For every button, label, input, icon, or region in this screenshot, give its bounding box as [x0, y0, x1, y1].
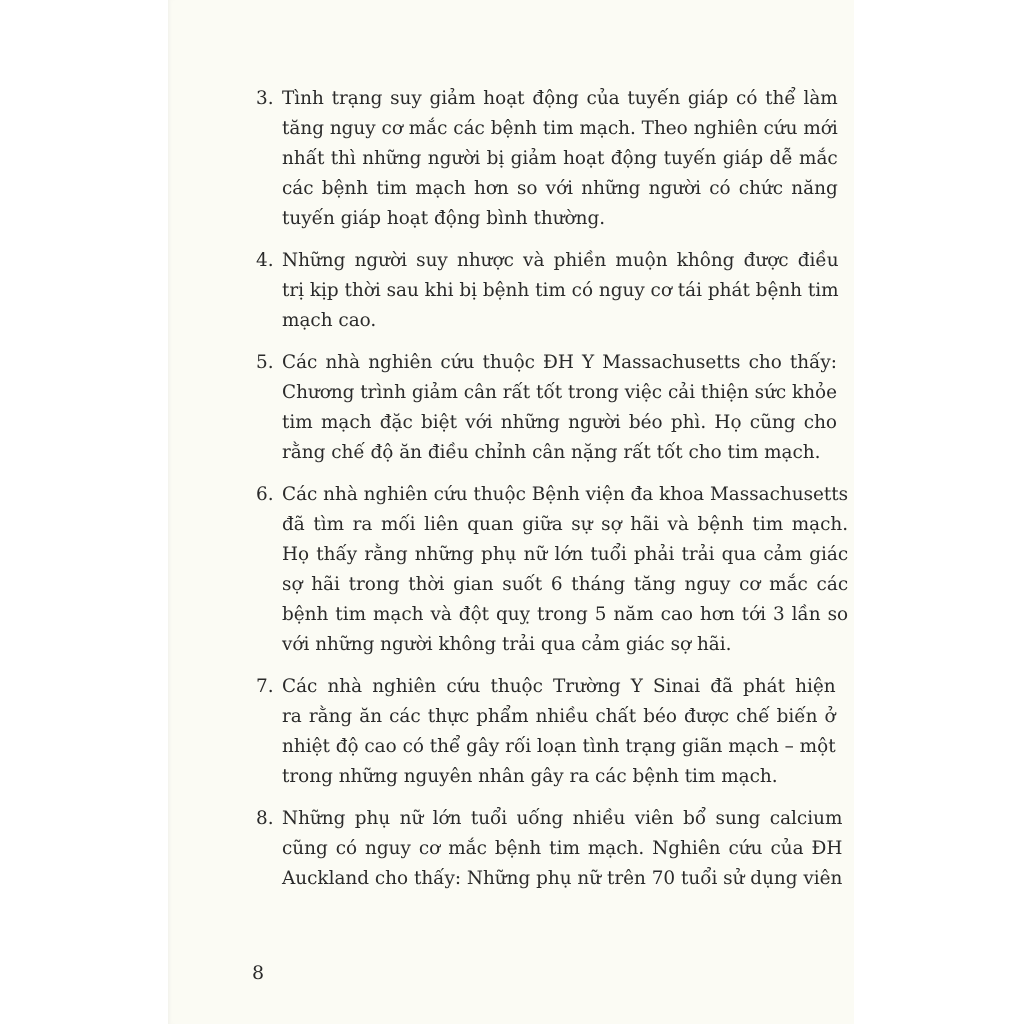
- list-item-text: [282, 246, 839, 336]
- list-item-number: 5.: [256, 352, 274, 373]
- text-line: đã tìm ra mối liên quan giữa sự sợ hãi và bệnh tim mạch.: [282, 514, 849, 535]
- text-line: tuyến giáp hoạt động bình thường.: [282, 208, 606, 229]
- text-line: tim mạch đặc biệt với những người béo phì. Họ cũng cho: [282, 412, 837, 433]
- text-line: trị kịp thời sau khi bị bệnh tim có nguy cơ tái phát bệnh tim: [282, 280, 839, 301]
- list-item: [256, 480, 849, 660]
- list-item-number: 7.: [256, 676, 274, 697]
- list-item-number: 6.: [256, 484, 274, 505]
- text-line: với những người không trải qua cảm giác sợ hãi.: [282, 634, 732, 655]
- text-line: ra rằng ăn các thực phẩm nhiều chất béo được chế biến ở: [282, 706, 836, 727]
- list-item: [256, 672, 836, 792]
- text-line: Các nhà nghiên cứu thuộc ĐH Y Massachusetts cho thấy:: [282, 352, 837, 373]
- text-line: Chương trình giảm cân rất tốt trong việc cải thiện sức khỏe: [282, 382, 837, 403]
- text-line: bệnh tim mạch và đột quỵ trong 5 năm cao hơn tới 3 lần so: [282, 604, 849, 625]
- list-item-text: [282, 804, 842, 894]
- text-line: mạch cao.: [282, 310, 377, 331]
- list-item-number: 3.: [256, 88, 274, 109]
- text-line: Tình trạng suy giảm hoạt động của tuyến giáp có thể làm: [282, 88, 838, 109]
- text-line: nhất thì những người bị giảm hoạt động tuyến giáp dễ mắc: [282, 148, 838, 169]
- list-item: [256, 348, 837, 468]
- list-item-text: [282, 480, 848, 660]
- list-item: [256, 804, 843, 894]
- text-line: trong những nguyên nhân gây ra các bệnh tim mạch.: [282, 766, 778, 787]
- numbered-list: [256, 84, 849, 906]
- list-item-number: 4.: [256, 250, 274, 271]
- text-line: Auckland cho thấy: Những phụ nữ trên 70 tuổi sử dụng viên: [282, 868, 843, 889]
- list-item-text: [282, 672, 836, 792]
- list-item: [256, 246, 839, 336]
- text-line: cũng có nguy cơ mắc bệnh tim mạch. Nghiên cứu của ĐH: [282, 838, 843, 859]
- text-line: tăng nguy cơ mắc các bệnh tim mạch. Theo nghiên cứu mới: [282, 118, 838, 139]
- text-line: Các nhà nghiên cứu thuộc Bệnh viện đa khoa Massachusetts: [282, 484, 849, 505]
- text-line: Họ thấy rằng những phụ nữ lớn tuổi phải trải qua cảm giác: [282, 544, 849, 565]
- text-line: các bệnh tim mạch hơn so với những người có chức năng: [282, 178, 838, 199]
- list-item: [256, 84, 838, 234]
- list-item-text: [282, 84, 838, 234]
- text-line: Các nhà nghiên cứu thuộc Trường Y Sinai đã phát hiện: [282, 676, 836, 697]
- text-line: rằng chế độ ăn điều chỉnh cân nặng rất tốt cho tim mạch.: [282, 442, 821, 463]
- text-line: Những người suy nhược và phiền muộn không được điều: [282, 250, 839, 271]
- list-item-number: 8.: [256, 808, 274, 829]
- page-number: 8: [252, 962, 265, 984]
- page-margin: [854, 0, 1024, 1024]
- text-line: Những phụ nữ lớn tuổi uống nhiều viên bổ sung calcium: [282, 808, 843, 829]
- text-line: sợ hãi trong thời gian suốt 6 tháng tăng nguy cơ mắc các: [282, 574, 849, 595]
- text-line: nhiệt độ cao có thể gây rối loạn tình trạng giãn mạch – một: [282, 736, 836, 757]
- list-item-text: [282, 348, 837, 468]
